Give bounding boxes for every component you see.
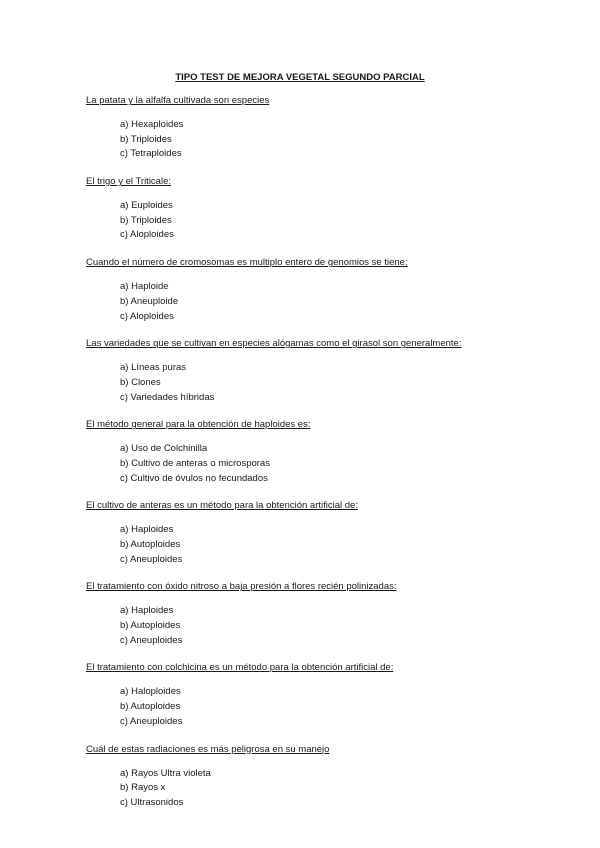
option-list: [86, 199, 566, 243]
question-4: [86, 337, 566, 405]
option-b: b) Clones: [120, 376, 161, 388]
option-a: a) Euploides: [120, 200, 173, 212]
option-a: a) Haloploides: [120, 686, 181, 698]
question-text: El tratamiento con óxido nitroso a baja presión a flores recién polinizadas:: [86, 581, 397, 593]
question-text: El trigo y el Triticale:: [86, 176, 171, 188]
option-list: [86, 604, 566, 648]
option-c: c) Aneuploides: [120, 553, 183, 565]
question-8: [86, 661, 566, 729]
option-b: b) Triploides: [120, 133, 172, 145]
option-b: b) Aneuploide: [120, 295, 179, 307]
question-text: Las variedades que se cultivan en especies alógamas como el girasol son generalmente:: [86, 338, 462, 350]
option-c: c) Variedades híbridas: [120, 391, 215, 403]
question-9: [86, 743, 566, 811]
question-text: Cuando el número de cromosomas es multiplo entero de genomios se tiene:: [86, 257, 408, 269]
option-list: [86, 685, 566, 729]
option-c: c) Tetraploides: [120, 148, 182, 160]
option-list: [86, 361, 566, 405]
option-c: c) Cultivo de óvulos no fecundados: [120, 472, 268, 484]
question-text: La patata y la alfalfa cultivada son especies: [86, 95, 270, 106]
option-a: a) Haploides: [120, 605, 174, 617]
question-text: El tratamiento con colchicina es un método para la obtención artificial de:: [86, 662, 394, 674]
option-list: [86, 118, 566, 162]
option-list: [86, 523, 566, 567]
question-5: [86, 418, 566, 486]
option-b: b) Rayos x: [120, 782, 166, 794]
question-2: [86, 175, 566, 243]
option-a: a) Haploides: [120, 524, 174, 536]
option-a: a) Hexaploides: [120, 119, 184, 130]
question-7: [86, 580, 566, 648]
document-title: TIPO TEST DE MEJORA VEGETAL SEGUNDO PARCIAL: [175, 72, 425, 83]
question-text: El método general para la obtención de haploides es:: [86, 419, 311, 431]
option-b: b) Autoploides: [120, 701, 181, 713]
option-b: b) Autoploides: [120, 539, 181, 550]
option-c: c) Aloploides: [120, 229, 174, 241]
option-b: b) Autoploides: [120, 620, 181, 632]
option-a: a) Líneas puras: [120, 362, 187, 374]
question-text: El cultivo de anteras es un método para la obtención artificial de:: [86, 500, 358, 512]
option-c: c) Aneuploides: [120, 715, 183, 727]
option-c: c) Ultrasonidos: [120, 796, 184, 808]
question-3: [86, 256, 566, 324]
option-b: b) Cultivo de anteras o microsporas: [120, 457, 270, 469]
option-a: a) Haploide: [120, 281, 169, 293]
question-1: [86, 94, 566, 162]
option-a: a) Uso de Colchinilla: [120, 443, 208, 455]
option-c: c) Aloploides: [120, 310, 174, 322]
option-list: [86, 767, 566, 811]
option-list: [86, 280, 566, 324]
option-b: b) Triploides: [120, 214, 172, 226]
option-list: [86, 442, 566, 486]
option-a: a) Rayos Ultra violeta: [120, 767, 211, 779]
question-6: [86, 499, 566, 567]
question-list: [86, 94, 566, 824]
question-text: Cuál de estas radiaciones es más peligrosa en su manejo: [86, 743, 330, 755]
option-c: c) Aneuploides: [120, 634, 183, 646]
